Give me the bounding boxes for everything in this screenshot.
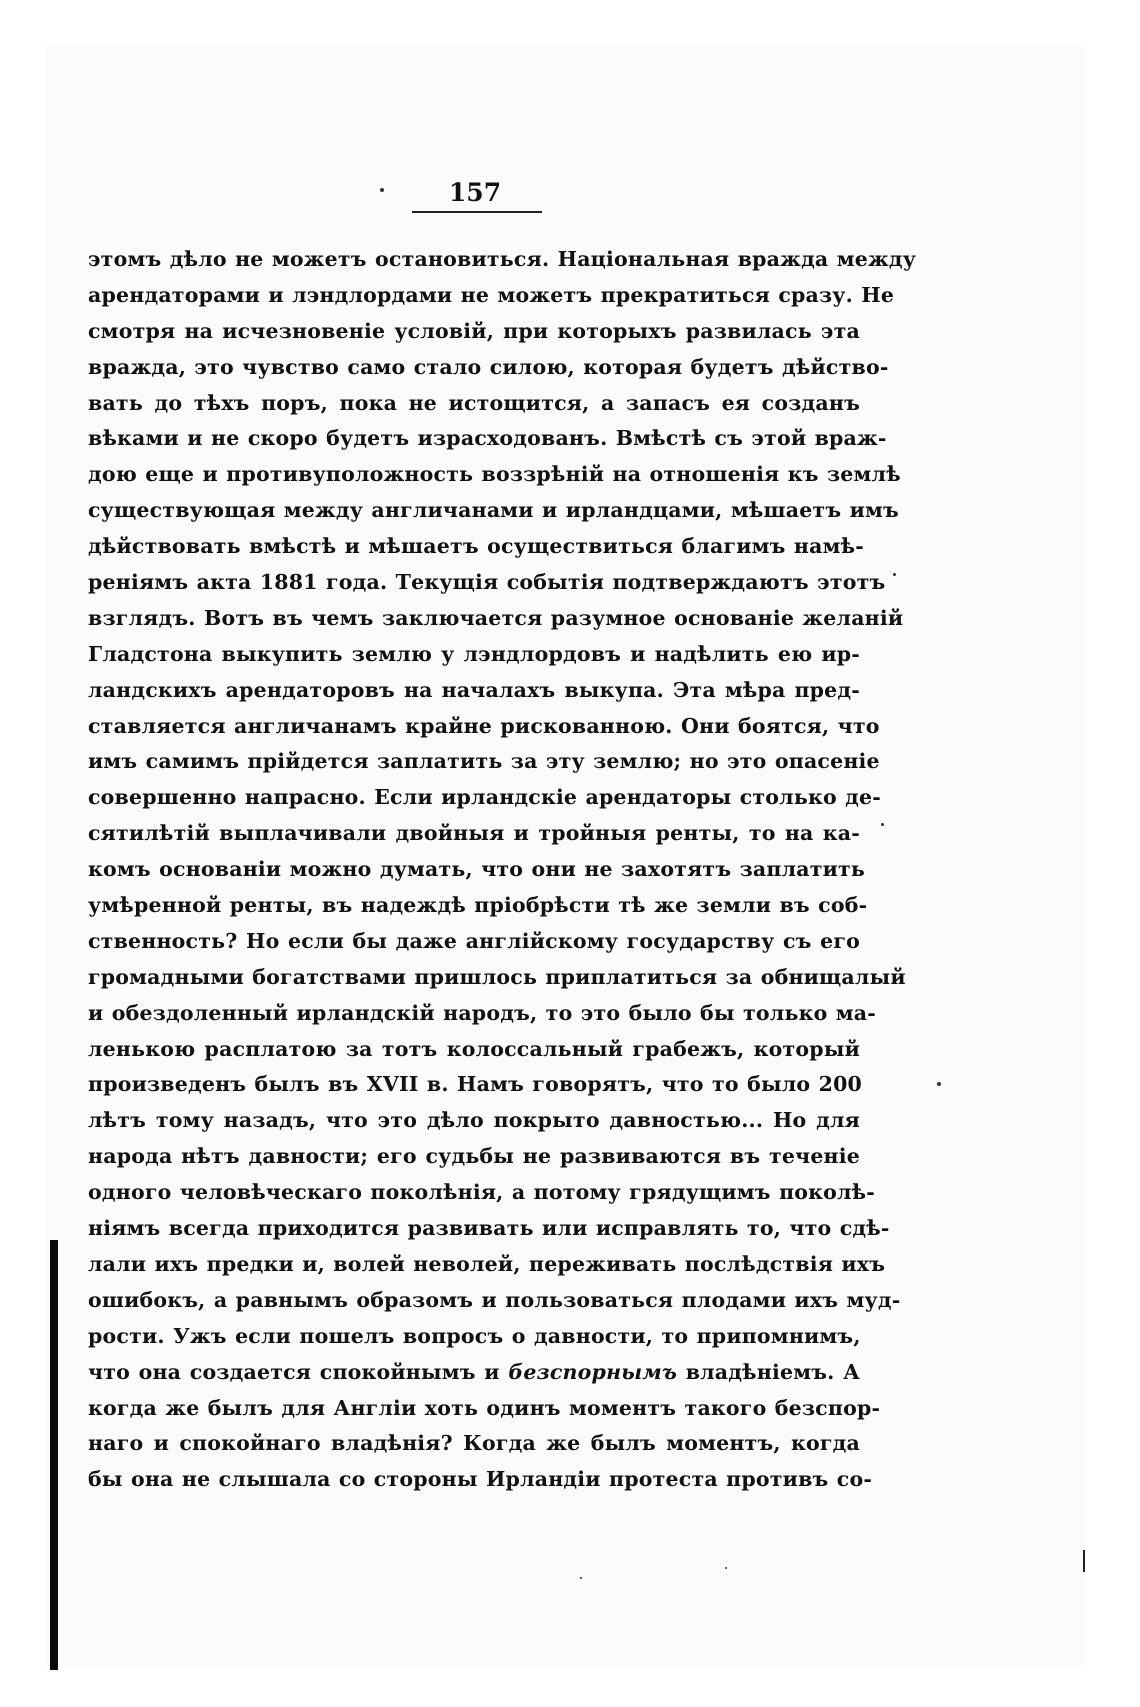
- text-line: лали ихъ предки и, волей неволей, переживать послѣдствія ихъ: [88, 1251, 886, 1276]
- line-part: владѣніемъ. А: [685, 1359, 860, 1384]
- text-line: вражда, это чувство само стало силою, которая будетъ дѣйство-: [88, 354, 889, 379]
- text-line: ленькою расплатою за тотъ колоссальный грабежъ, который: [88, 1036, 860, 1061]
- text-line: комъ основаніи можно думать, что они не захотятъ заплатить: [88, 857, 866, 882]
- scan-speck: [725, 1567, 727, 1569]
- text-line: лѣтъ тому назадъ, что это дѣло покрыто давностью... Но для: [88, 1108, 860, 1133]
- body-text: [88, 242, 917, 1498]
- text-line: наго и спокойнаго владѣнія? Когда же былъ моментъ, когда: [88, 1431, 860, 1456]
- text-line: совершенно напрасно. Если ирландскіе арендаторы столько де-: [88, 785, 881, 810]
- page-number: 157: [448, 178, 502, 207]
- text-line: Гладстона выкупить землю у лэндлордовъ и надѣлить ею ир-: [88, 641, 860, 666]
- text-line: громадными богатствами пришлось приплатиться за обнищалый: [88, 964, 906, 989]
- line-part: что она создается спокойнымъ и: [88, 1359, 500, 1384]
- text-line: ніямъ всегда приходится развивать или исправлять то, что сдѣ-: [88, 1216, 890, 1241]
- text-line: взглядъ. Вотъ въ чемъ заключается разумное основаніе желаній: [88, 605, 904, 630]
- text-line: ошибокъ, а равнымъ образомъ и пользоваться плодами ихъ муд-: [88, 1287, 901, 1312]
- scan-mark: [1083, 1550, 1085, 1572]
- text-line: произведенъ былъ въ XVII в. Намъ говорятъ, что то было 200: [88, 1072, 863, 1097]
- text-line: одного человѣческаго поколѣнія, а потому грядущимъ поколѣ-: [88, 1180, 876, 1205]
- scan-speck: [380, 188, 384, 192]
- text-line: сятилѣтій выплачивали двойныя и тройныя ренты, то на ка-: [88, 821, 860, 846]
- text-line: умѣренной ренты, въ надеждѣ пріобрѣсти тѣ же земли въ соб-: [88, 893, 868, 918]
- scan-speck: [893, 573, 896, 576]
- text-line: смотря на исчезновеніе условій, при которыхъ развилась эта: [88, 318, 860, 343]
- text-line: рости. Ужъ если пошелъ вопросъ о давности, то припомнимъ,: [88, 1323, 861, 1348]
- text-line: бы она не слышала со стороны Ирландіи протеста противъ со-: [88, 1467, 873, 1492]
- text-line: арендаторами и лэндлордами не можетъ прекратиться сразу. Не: [88, 282, 895, 307]
- text-line: ставляется англичанамъ крайне рискованною. Они боятся, что: [88, 713, 880, 738]
- binding-edge: [50, 1240, 58, 1670]
- scan-speck: [881, 823, 884, 826]
- scan-speck: [937, 1082, 941, 1086]
- page-number-rule: [412, 211, 542, 213]
- text-line: ландскихъ арендаторовъ на началахъ выкупа. Эта мѣра пред-: [88, 677, 860, 702]
- text-line: дѣйствовать вмѣстѣ и мѣшаетъ осуществиться благимъ намѣ-: [88, 534, 864, 559]
- text-line: ственность? Но если бы даже англійскому государству съ его: [88, 928, 860, 953]
- text-line-with-italic: [88, 1355, 860, 1391]
- text-line: народа нѣтъ давности; его судьбы не развиваются въ теченіе: [88, 1144, 860, 1169]
- scan-speck: [580, 1577, 582, 1579]
- text-line: и обездоленный ирландскій народъ, то это было бы только ма-: [88, 1000, 876, 1025]
- text-line: существующая между англичанами и ирландцами, мѣшаетъ имъ: [88, 498, 899, 523]
- text-line: вать до тѣхъ поръ, пока не истощится, а запасъ ея созданъ: [88, 390, 860, 415]
- text-line: дою еще и противуположность воззрѣній на отношенія къ землѣ: [88, 462, 901, 487]
- italic-word: безспорнымъ: [508, 1359, 678, 1384]
- text-line: этомъ дѣло не можетъ остановиться. Національная вражда между: [88, 247, 917, 271]
- text-line: имъ самимъ прійдется заплатить за эту землю; но это опасеніе: [88, 749, 880, 774]
- text-line: когда же былъ для Англіи хоть одинъ моментъ такого безспор-: [88, 1395, 881, 1420]
- text-line: реніямъ акта 1881 года. Текущія событія подтверждаютъ этотъ: [88, 570, 886, 595]
- text-line: вѣками и не скоро будетъ израсходованъ. Вмѣстѣ съ этой враж-: [88, 426, 887, 451]
